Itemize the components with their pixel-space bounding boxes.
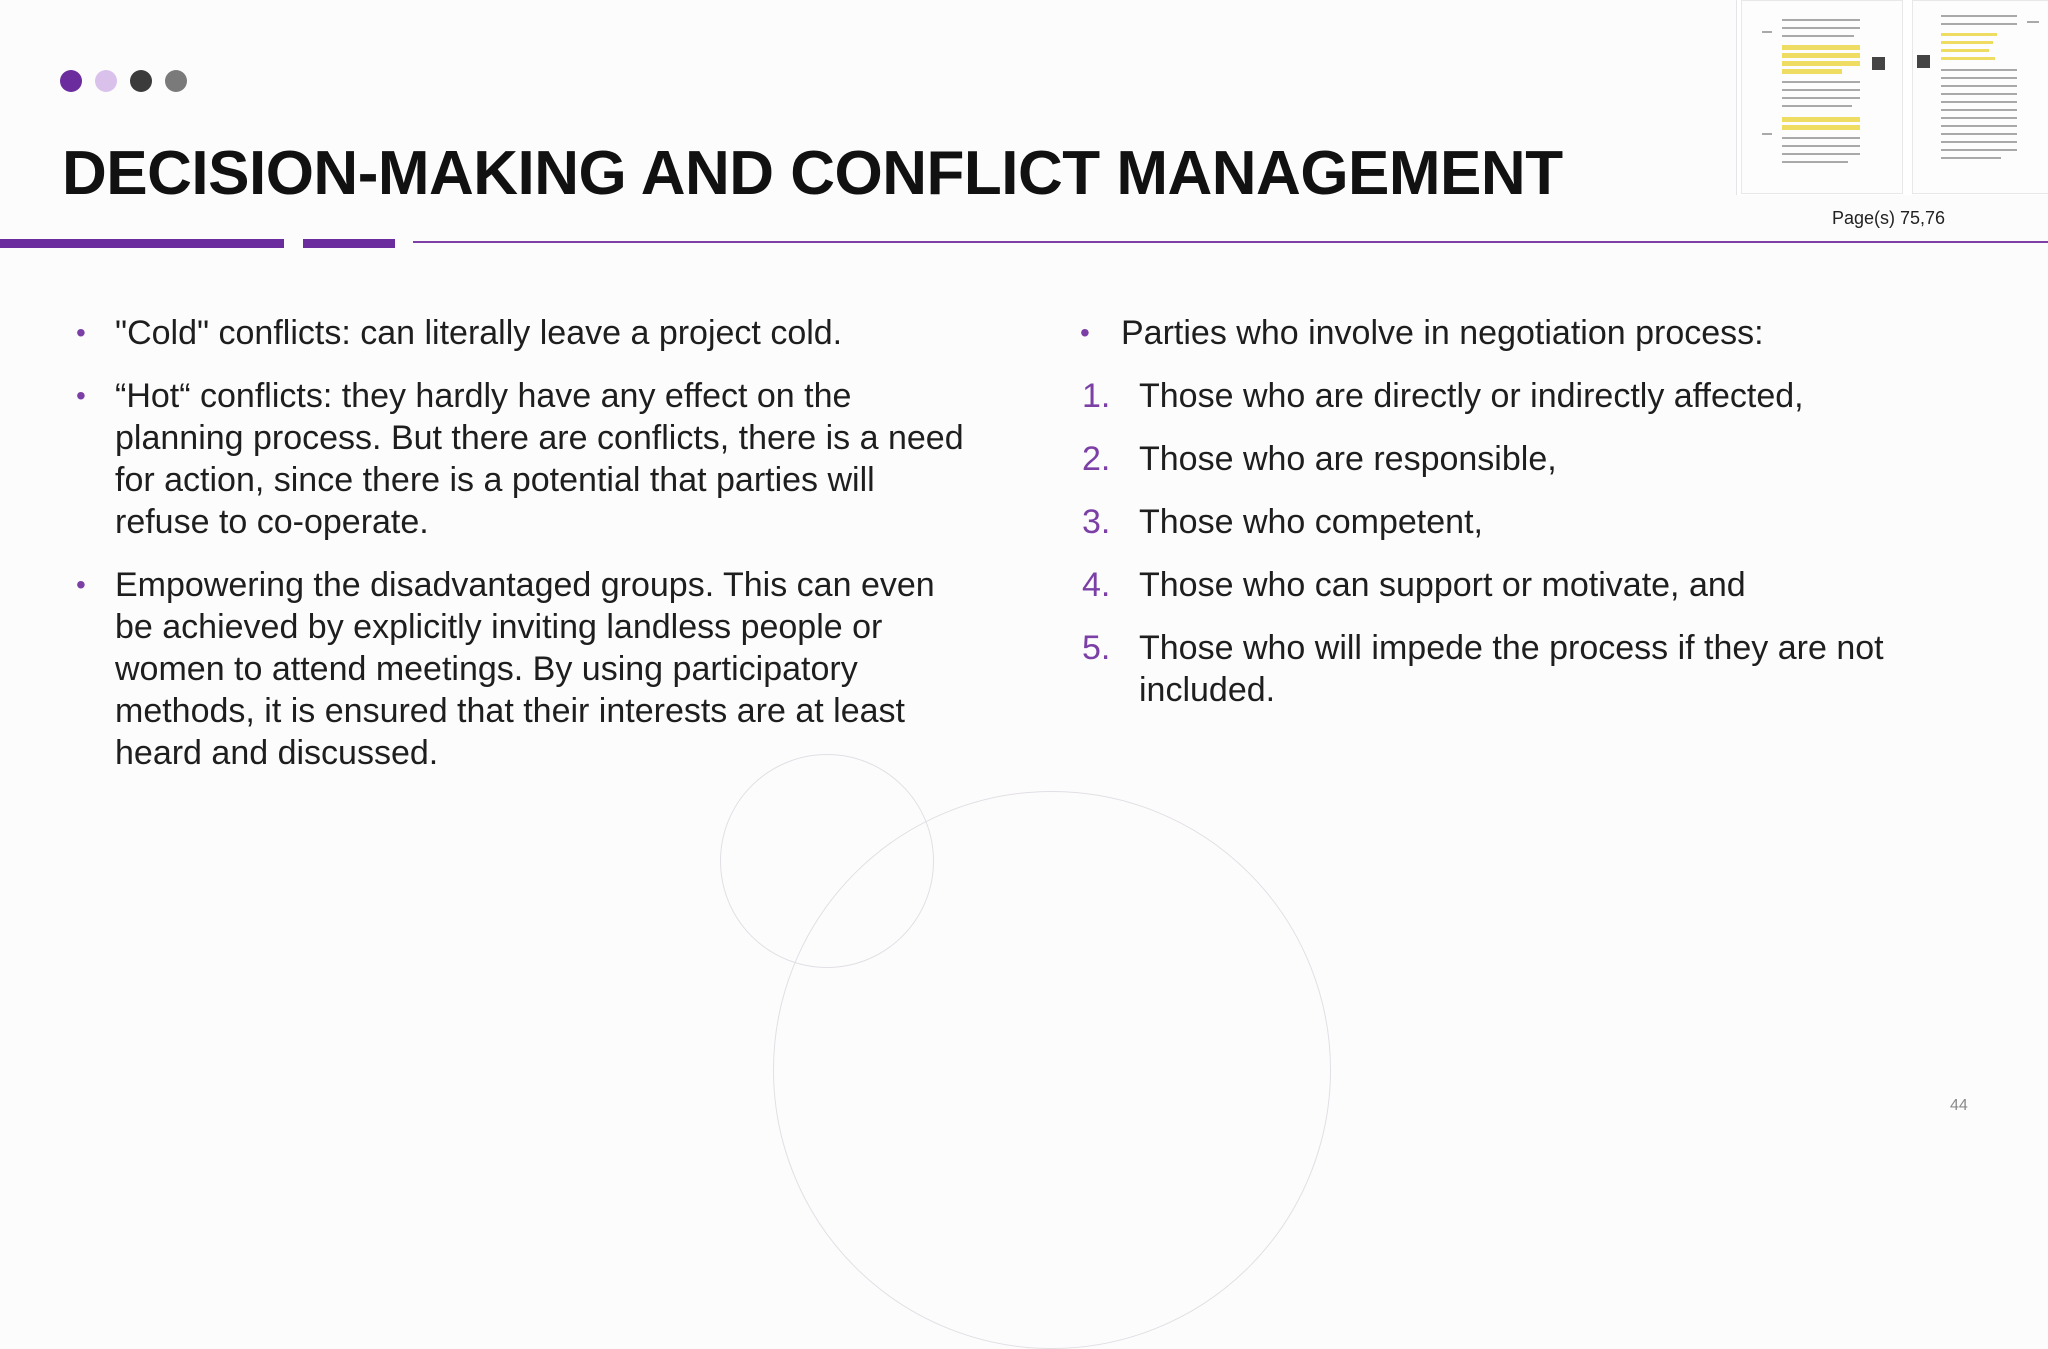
dot-purple	[60, 70, 82, 92]
item-number: 1.	[1082, 377, 1111, 415]
list-intro	[1076, 312, 1976, 354]
item-text: Those who are directly or indirectly affected,	[1139, 377, 1804, 415]
list-item	[72, 564, 972, 774]
bullet-icon: •	[76, 317, 86, 348]
item-text: Those who competent,	[1139, 503, 1483, 541]
item-text: Those who are responsible,	[1139, 440, 1557, 478]
list-item	[1076, 501, 1976, 543]
list-item	[1076, 438, 1976, 480]
list-item	[72, 312, 972, 354]
bullet-icon: •	[1080, 317, 1090, 348]
left-bullet-list	[72, 312, 972, 795]
title-underline-bar-short	[303, 239, 395, 248]
item-text: Those who can support or motivate, and	[1139, 566, 1746, 604]
source-pages-label: Page(s) 75,76	[1832, 208, 1946, 228]
title-underline-bar	[0, 239, 284, 248]
dot-lavender	[95, 70, 117, 92]
intro-text: Parties who involve in negotiation process:	[1121, 314, 1764, 352]
list-item	[1076, 375, 1976, 417]
item-number: 2.	[1082, 440, 1111, 478]
slide-title: DECISION-MAKING AND CONFLICT MANAGEMENT	[62, 139, 1563, 208]
source-page-thumbnails	[1736, 0, 2048, 195]
decorative-circle-large	[773, 791, 1331, 1349]
bullet-text: “Hot“ conflicts: they hardly have any effect on the planning process. But there are conflicts, there is a need for action, since there is a potential that parties will refuse to co-operate.	[115, 377, 964, 541]
right-numbered-list	[1076, 312, 1976, 732]
page-thumbnail-75	[1741, 0, 1903, 194]
item-number: 4.	[1082, 566, 1111, 604]
list-item	[72, 375, 972, 543]
page-thumbnail-76	[1912, 0, 2048, 194]
bullet-text: "Cold" conflicts: can literally leave a project cold.	[115, 314, 843, 352]
header-dots	[60, 70, 187, 92]
item-text: Those who will impede the process if they are not included.	[1139, 629, 1884, 709]
item-number: 3.	[1082, 503, 1111, 541]
list-item	[1076, 564, 1976, 606]
slide-number: 44	[1950, 1097, 1968, 1114]
dot-dark	[130, 70, 152, 92]
item-number: 5.	[1082, 629, 1111, 667]
list-item	[1076, 627, 1976, 711]
title-rule	[413, 241, 2048, 243]
bullet-icon: •	[76, 569, 86, 600]
bullet-icon: •	[76, 380, 86, 411]
bullet-text: Empowering the disadvantaged groups. This can even be achieved by explicitly inviting landless people or women to attend meetings. By using participatory methods, it is ensured that their interests are at least heard and discussed.	[115, 566, 935, 772]
dot-gray	[165, 70, 187, 92]
